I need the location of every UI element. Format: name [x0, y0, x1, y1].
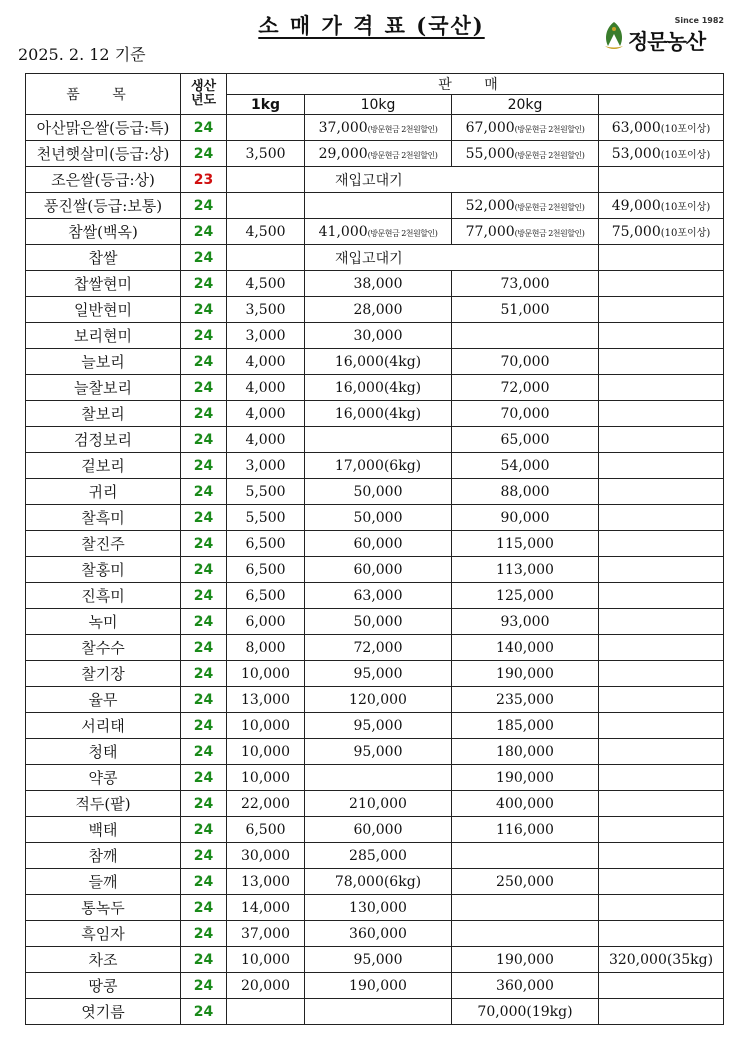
table-row	[26, 531, 724, 557]
price-1kg: 6,500	[227, 817, 305, 843]
price-bulk	[599, 609, 724, 635]
item-name: 일반현미	[26, 297, 181, 323]
production-year: 24	[181, 661, 227, 687]
item-name: 찰홍미	[26, 557, 181, 583]
production-year: 24	[181, 687, 227, 713]
header-20kg: 20kg	[452, 95, 599, 115]
item-name: 아산맑은쌀(등급:특)	[26, 115, 181, 141]
price-bulk	[599, 271, 724, 297]
table-row	[26, 999, 724, 1025]
table-row	[26, 661, 724, 687]
production-year: 24	[181, 583, 227, 609]
item-name: 청태	[26, 739, 181, 765]
price-bulk	[599, 453, 724, 479]
item-name: 찰수수	[26, 635, 181, 661]
logo-since: Since 1982	[674, 16, 724, 25]
production-year: 24	[181, 219, 227, 245]
price-bulk	[599, 531, 724, 557]
table-row	[26, 427, 724, 453]
production-year: 24	[181, 973, 227, 999]
price-bulk	[599, 895, 724, 921]
price-1kg: 4,000	[227, 349, 305, 375]
production-year: 24	[181, 141, 227, 167]
price-10kg	[305, 999, 452, 1025]
table-row	[26, 193, 724, 219]
price-10kg	[305, 765, 452, 791]
price-1kg	[227, 999, 305, 1025]
item-name: 찰기장	[26, 661, 181, 687]
price-1kg: 6,500	[227, 557, 305, 583]
price-20kg: 140,000	[452, 635, 599, 661]
price-1kg: 4,000	[227, 427, 305, 453]
price-bulk	[599, 765, 724, 791]
production-year: 24	[181, 427, 227, 453]
price-10kg: 16,000(4kg)	[305, 349, 452, 375]
price-20kg: 113,000	[452, 557, 599, 583]
price-bulk: 49,000(10포이상)	[599, 193, 724, 219]
production-year: 24	[181, 713, 227, 739]
price-bulk	[599, 817, 724, 843]
price-20kg: 51,000	[452, 297, 599, 323]
table-row	[26, 219, 724, 245]
table-row	[26, 297, 724, 323]
price-20kg: 70,000(19kg)	[452, 999, 599, 1025]
price-20kg: 250,000	[452, 869, 599, 895]
production-year: 24	[181, 193, 227, 219]
date-label: 2025. 2. 12 기준	[18, 45, 146, 64]
price-20kg: 125,000	[452, 583, 599, 609]
price-1kg: 6,000	[227, 609, 305, 635]
price-1kg: 5,500	[227, 505, 305, 531]
table-row	[26, 869, 724, 895]
table-row	[26, 505, 724, 531]
price-1kg: 3,000	[227, 453, 305, 479]
table-row	[26, 557, 724, 583]
price-1kg: 3,000	[227, 323, 305, 349]
price-10kg: 190,000	[305, 973, 452, 999]
item-name: 엿기름	[26, 999, 181, 1025]
price-1kg: 5,500	[227, 479, 305, 505]
production-year: 24	[181, 453, 227, 479]
price-20kg	[452, 323, 599, 349]
price-1kg: 10,000	[227, 739, 305, 765]
item-name: 흑임자	[26, 921, 181, 947]
item-name: 참쌀(백옥)	[26, 219, 181, 245]
price-20kg: 54,000	[452, 453, 599, 479]
price-bulk	[599, 843, 724, 869]
item-name: 찰흑미	[26, 505, 181, 531]
price-1kg: 13,000	[227, 687, 305, 713]
item-name: 통녹두	[26, 895, 181, 921]
production-year: 24	[181, 921, 227, 947]
price-10kg	[305, 427, 452, 453]
header-sales: 판 매	[227, 74, 724, 95]
item-name: 들깨	[26, 869, 181, 895]
production-year: 24	[181, 895, 227, 921]
table-row	[26, 271, 724, 297]
item-name: 겉보리	[26, 453, 181, 479]
price-10kg: 16,000(4kg)	[305, 401, 452, 427]
table-row	[26, 817, 724, 843]
price-1kg: 13,000	[227, 869, 305, 895]
price-10kg: 60,000	[305, 557, 452, 583]
production-year: 24	[181, 115, 227, 141]
price-1kg: 4,500	[227, 219, 305, 245]
price-bulk	[599, 583, 724, 609]
price-bulk	[599, 375, 724, 401]
price-bulk	[599, 323, 724, 349]
price-20kg: 70,000	[452, 349, 599, 375]
price-10kg: 210,000	[305, 791, 452, 817]
table-row	[26, 973, 724, 999]
price-bulk: 75,000(10포이상)	[599, 219, 724, 245]
table-row	[26, 895, 724, 921]
rice-grain-icon	[602, 20, 626, 52]
table-row	[26, 115, 724, 141]
price-20kg: 67,000(방문현금 2천원할인)	[452, 115, 599, 141]
price-10kg: 95,000	[305, 713, 452, 739]
price-20kg: 116,000	[452, 817, 599, 843]
price-10kg: 63,000	[305, 583, 452, 609]
price-bulk	[599, 869, 724, 895]
price-10kg: 16,000(4kg)	[305, 375, 452, 401]
price-bulk	[599, 349, 724, 375]
price-10kg: 38,000	[305, 271, 452, 297]
price-1kg: 10,000	[227, 713, 305, 739]
price-10kg: 60,000	[305, 817, 452, 843]
price-1kg: 6,500	[227, 583, 305, 609]
price-1kg	[227, 245, 305, 271]
production-year: 24	[181, 999, 227, 1025]
table-row	[26, 609, 724, 635]
item-name: 차조	[26, 947, 181, 973]
table-row	[26, 635, 724, 661]
price-1kg: 6,500	[227, 531, 305, 557]
price-1kg: 10,000	[227, 947, 305, 973]
price-bulk: 63,000(10포이상)	[599, 115, 724, 141]
item-name: 백태	[26, 817, 181, 843]
price-10kg: 72,000	[305, 635, 452, 661]
production-year: 24	[181, 479, 227, 505]
price-bulk	[599, 791, 724, 817]
price-bulk	[599, 505, 724, 531]
table-row	[26, 739, 724, 765]
table-row	[26, 375, 724, 401]
production-year: 24	[181, 505, 227, 531]
price-1kg: 14,000	[227, 895, 305, 921]
price-10kg: 95,000	[305, 661, 452, 687]
production-year: 24	[181, 401, 227, 427]
production-year: 24	[181, 323, 227, 349]
company-logo	[602, 16, 726, 56]
item-name: 풍진쌀(등급:보통)	[26, 193, 181, 219]
page-title: 소 매 가 격 표 (국산)	[258, 13, 485, 38]
item-name: 찹쌀	[26, 245, 181, 271]
price-20kg: 72,000	[452, 375, 599, 401]
table-row	[26, 349, 724, 375]
price-20kg: 93,000	[452, 609, 599, 635]
production-year: 24	[181, 765, 227, 791]
production-year: 24	[181, 739, 227, 765]
item-name: 천년햇살미(등급:상)	[26, 141, 181, 167]
price-bulk	[599, 401, 724, 427]
item-name: 늘찰보리	[26, 375, 181, 401]
production-year: 24	[181, 609, 227, 635]
table-row	[26, 713, 724, 739]
item-name: 녹미	[26, 609, 181, 635]
price-20kg: 55,000(방문현금 2천원할인)	[452, 141, 599, 167]
price-bulk	[599, 661, 724, 687]
price-20kg: 115,000	[452, 531, 599, 557]
production-year: 24	[181, 271, 227, 297]
price-rows	[26, 115, 724, 1025]
price-bulk	[599, 245, 724, 271]
price-bulk	[599, 921, 724, 947]
table-row	[26, 141, 724, 167]
table-row	[26, 245, 724, 271]
price-1kg: 4,000	[227, 401, 305, 427]
item-name: 율무	[26, 687, 181, 713]
price-1kg: 8,000	[227, 635, 305, 661]
price-1kg: 4,000	[227, 375, 305, 401]
price-10kg: 78,000(6kg)	[305, 869, 452, 895]
price-bulk	[599, 973, 724, 999]
item-name: 약콩	[26, 765, 181, 791]
header-10kg: 10kg	[305, 95, 452, 115]
price-bulk	[599, 635, 724, 661]
production-year: 24	[181, 947, 227, 973]
price-10kg: 130,000	[305, 895, 452, 921]
item-name: 찰보리	[26, 401, 181, 427]
price-bulk	[599, 427, 724, 453]
price-bulk	[599, 479, 724, 505]
production-year: 24	[181, 531, 227, 557]
price-10kg: 28,000	[305, 297, 452, 323]
price-10kg: 360,000	[305, 921, 452, 947]
price-1kg	[227, 167, 305, 193]
restock-status: 재입고대기	[305, 167, 599, 193]
production-year: 24	[181, 375, 227, 401]
price-20kg: 90,000	[452, 505, 599, 531]
price-20kg: 73,000	[452, 271, 599, 297]
item-name: 조은쌀(등급:상)	[26, 167, 181, 193]
table-row	[26, 687, 724, 713]
item-name: 늘보리	[26, 349, 181, 375]
price-1kg: 10,000	[227, 661, 305, 687]
production-year: 24	[181, 843, 227, 869]
table-row	[26, 479, 724, 505]
production-year: 24	[181, 349, 227, 375]
price-20kg: 190,000	[452, 765, 599, 791]
price-bulk: 53,000(10포이상)	[599, 141, 724, 167]
price-1kg: 3,500	[227, 297, 305, 323]
price-10kg: 120,000	[305, 687, 452, 713]
price-bulk	[599, 167, 724, 193]
production-year: 24	[181, 817, 227, 843]
table-row	[26, 583, 724, 609]
price-20kg	[452, 921, 599, 947]
price-1kg: 22,000	[227, 791, 305, 817]
price-20kg: 190,000	[452, 661, 599, 687]
table-row	[26, 765, 724, 791]
item-name: 찹쌀현미	[26, 271, 181, 297]
price-1kg: 20,000	[227, 973, 305, 999]
price-bulk: 320,000(35kg)	[599, 947, 724, 973]
production-year: 23	[181, 167, 227, 193]
price-20kg: 88,000	[452, 479, 599, 505]
price-20kg: 77,000(방문현금 2천원할인)	[452, 219, 599, 245]
table-row	[26, 323, 724, 349]
price-1kg	[227, 115, 305, 141]
price-20kg: 65,000	[452, 427, 599, 453]
item-name: 검정보리	[26, 427, 181, 453]
price-bulk	[599, 999, 724, 1025]
table-row	[26, 791, 724, 817]
item-name: 귀리	[26, 479, 181, 505]
table-row	[26, 453, 724, 479]
price-1kg	[227, 193, 305, 219]
price-10kg: 17,000(6kg)	[305, 453, 452, 479]
production-year: 24	[181, 791, 227, 817]
header-item: 품 목	[26, 74, 181, 115]
production-year: 24	[181, 245, 227, 271]
table-row	[26, 843, 724, 869]
price-20kg: 180,000	[452, 739, 599, 765]
header-bulk	[599, 95, 724, 115]
item-name: 땅콩	[26, 973, 181, 999]
item-name: 서리태	[26, 713, 181, 739]
price-20kg: 190,000	[452, 947, 599, 973]
table-row	[26, 167, 724, 193]
price-10kg: 30,000	[305, 323, 452, 349]
price-10kg: 95,000	[305, 739, 452, 765]
production-year: 24	[181, 297, 227, 323]
price-10kg: 50,000	[305, 609, 452, 635]
item-name: 진흑미	[26, 583, 181, 609]
price-10kg: 95,000	[305, 947, 452, 973]
table-row	[26, 921, 724, 947]
price-10kg: 29,000(방문현금 2천원할인)	[305, 141, 452, 167]
production-year: 24	[181, 557, 227, 583]
price-20kg: 70,000	[452, 401, 599, 427]
item-name: 찰진주	[26, 531, 181, 557]
price-1kg: 3,500	[227, 141, 305, 167]
price-20kg	[452, 843, 599, 869]
price-bulk	[599, 739, 724, 765]
item-name: 참깨	[26, 843, 181, 869]
item-name: 적두(팥)	[26, 791, 181, 817]
price-bulk	[599, 713, 724, 739]
price-1kg: 37,000	[227, 921, 305, 947]
price-10kg: 50,000	[305, 505, 452, 531]
price-bulk	[599, 557, 724, 583]
logo-name: 정문농산	[628, 30, 706, 54]
header-year: 생산년도	[181, 74, 227, 115]
price-table	[25, 73, 724, 1025]
price-20kg: 235,000	[452, 687, 599, 713]
header-1kg: 1kg	[227, 95, 305, 115]
price-1kg: 30,000	[227, 843, 305, 869]
price-10kg: 37,000(방문현금 2천원할인)	[305, 115, 452, 141]
price-bulk	[599, 687, 724, 713]
price-20kg: 185,000	[452, 713, 599, 739]
table-row	[26, 401, 724, 427]
price-20kg: 400,000	[452, 791, 599, 817]
price-bulk	[599, 297, 724, 323]
table-row	[26, 947, 724, 973]
price-10kg: 50,000	[305, 479, 452, 505]
price-20kg: 360,000	[452, 973, 599, 999]
restock-status: 재입고대기	[305, 245, 599, 271]
production-year: 24	[181, 869, 227, 895]
price-10kg: 285,000	[305, 843, 452, 869]
price-10kg	[305, 193, 452, 219]
price-10kg: 41,000(방문현금 2천원할인)	[305, 219, 452, 245]
price-20kg	[452, 895, 599, 921]
price-10kg: 60,000	[305, 531, 452, 557]
price-20kg: 52,000(방문현금 2천원할인)	[452, 193, 599, 219]
item-name: 보리현미	[26, 323, 181, 349]
price-1kg: 10,000	[227, 765, 305, 791]
production-year: 24	[181, 635, 227, 661]
price-1kg: 4,500	[227, 271, 305, 297]
